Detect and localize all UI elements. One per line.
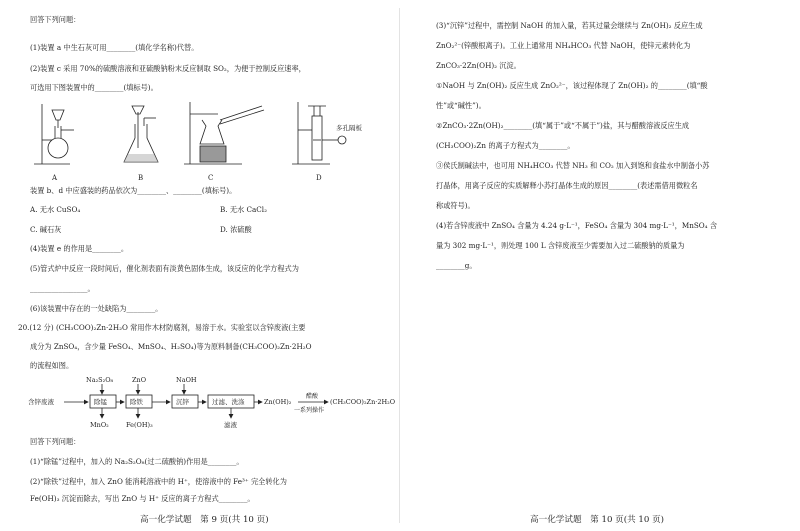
text-line: ③侯氏制碱法中，也可用 NH₄HCO₃ 代替 NH₃ 和 CO₂ 加入到饱和食盐水中制备小苏: [436, 161, 710, 170]
text-line: 性”或“碱性”)。: [436, 101, 486, 110]
text-line: 装置 b、d 中应盛装的药品依次为________、________(填标号)。: [30, 186, 237, 195]
text-line: ________g。: [436, 261, 477, 270]
option-c: C. 碱石灰: [30, 225, 62, 234]
apparatus-figure: [30, 96, 370, 184]
flow-step-mn-removal: 除锰: [94, 398, 107, 406]
text-line: ①NaOH 与 Zn(OH)₂ 反应生成 ZnO₂²⁻，该过程体现了 Zn(OH)₂ 的________(填“酸: [436, 81, 708, 90]
flow-feed: 含锌废液: [28, 398, 54, 406]
apparatus-label-a: A: [52, 174, 58, 182]
byproduct-filtrate: 滤液: [224, 421, 237, 429]
flow-product: (CH₃COO)₂Zn·2H₂O: [330, 398, 396, 406]
flow-intermediate: Zn(OH)₂: [264, 398, 292, 406]
text-line: 回答下列问题：: [30, 15, 81, 24]
page-footer: 高一化学试题 第 10 页(共 10 页): [530, 515, 665, 525]
text-line: 打晶体，用离子反应的实质解释小苏打晶体生成的原因________(表述需借用微粒名: [436, 181, 698, 190]
porous-plate-label: 多孔隔板: [336, 124, 362, 132]
option-d: D. 浓硫酸: [220, 225, 252, 234]
apparatus-label-d: D: [316, 174, 322, 182]
text-line: (6)该装置中存在的一处缺陷为________。: [30, 304, 163, 313]
flow-arrow-reagent: 醋酸: [306, 393, 319, 400]
process-flow-diagram: [26, 374, 396, 432]
text-line: (3)“沉锌”过程中，需控制 NaOH 的加入量，若其过量会继续与 Zn(OH)₂ 反应生成: [436, 21, 703, 30]
text-line: ________________。: [30, 284, 95, 293]
byproduct-mno2: MnO₂: [90, 421, 109, 429]
text-line: 的流程如图。: [30, 361, 74, 370]
option-b: B. 无水 CaCl₂: [220, 205, 267, 214]
text-line: (CH₃COO)₂Zn 的离子方程式为________。: [436, 141, 575, 150]
page-footer: 高一化学试题 第 9 页(共 10 页): [140, 515, 269, 525]
text-line: (4)装置 e 的作用是________。: [30, 244, 129, 253]
apparatus-b: [124, 106, 158, 162]
apparatus-c: [184, 102, 264, 164]
text-line: Fe(OH)₃ 沉淀而除去，写出 ZnO 与 H⁺ 反应的离子方程式________。: [30, 494, 255, 503]
text-line: 称或符号)。: [436, 201, 475, 210]
text-line: (4)若含锌废液中 ZnSO₄ 含量为 4.24 g·L⁻¹，FeSO₄ 含量为 304 mg·L⁻¹，MnSO₄ 含: [436, 221, 718, 230]
apparatus-label-c: C: [208, 174, 214, 182]
byproduct-feoh3: Fe(OH)₃: [126, 421, 153, 429]
apparatus-a: [34, 104, 74, 164]
text-line: 可选用下图装置中的________(填标号)。: [30, 83, 158, 92]
question-20-stem: 20.(12 分) (CH₃COO)₂Zn·2H₂O 常用作木材防腐剂，易溶于水。实验室以含锌废液(主要: [18, 323, 306, 332]
flow-step-fe-removal: 除铁: [130, 398, 143, 406]
text-line: (2)“除铁”过程中，加入 ZnO 能消耗溶液中的 H⁺，使溶液中的 Fe³⁺ 完全转化为: [30, 477, 287, 486]
exam-page-10: [400, 0, 800, 531]
reagent-zno: ZnO: [132, 376, 147, 384]
text-line: ZnO₂²⁻(锌酸根离子)。工业上通常用 NH₄HCO₃ 代替 NaOH，使锌元素转化为: [436, 41, 691, 50]
option-a: A. 无水 CuSO₄: [30, 205, 81, 214]
text-line: (5)管式炉中反应一段时间后，催化剂表面有淡黄色固体生成，该反应的化学方程式为: [30, 264, 299, 273]
text-line: 回答下列问题：: [30, 437, 81, 446]
text-line: (2)装置 c 采用 70%的硫酸溶液和亚硫酸钠粉末反应制取 SO₂，为便于控制反应速率，: [30, 64, 306, 73]
apparatus-d: [292, 102, 363, 164]
text-line: ZnCO₃·2Zn(OH)₂ 沉淀。: [436, 61, 521, 70]
text-line: 量为 302 mg·L⁻¹，则处理 100 L 含锌废液至少需要加入过二硫酸钠的质量为: [436, 241, 685, 250]
apparatus-label-b: B: [138, 174, 144, 182]
flow-step-filter-wash: 过滤、洗涤: [212, 398, 245, 406]
flow-step-zn-precipitation: 沉锌: [176, 398, 189, 406]
reagent-naoh: NaOH: [176, 376, 197, 384]
text-line: 成分为 ZnSO₄，含少量 FeSO₄、MnSO₄、H₂SO₄)等为原料制备(CH₃COO)₂Zn·2H₂O: [30, 342, 312, 351]
text-line: (1)“除锰”过程中，加入的 Na₂S₂O₈(过二硫酸钠)作用是________。: [30, 457, 244, 466]
reagent-na2s2o8: Na₂S₂O₈: [86, 376, 114, 384]
flow-arrow-operation: 一系列操作: [294, 407, 325, 414]
text-line: ②ZnCO₃·2Zn(OH)₂________(填“属于”或“不属于”)盐，其与醋酸溶液反应生成: [436, 121, 690, 130]
text-line: (1)装置 a 中生石灰可用________(填化学名称)代替。: [30, 43, 199, 52]
